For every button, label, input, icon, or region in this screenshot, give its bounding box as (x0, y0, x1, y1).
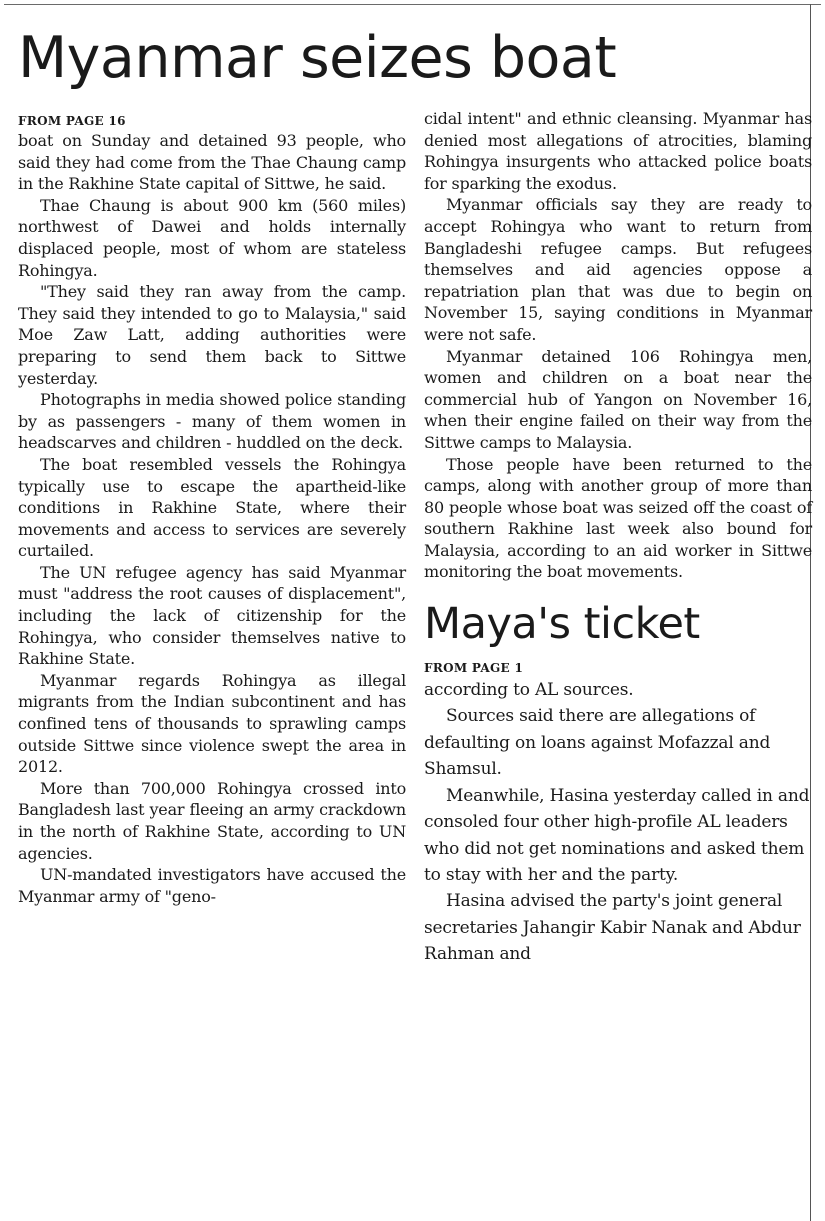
second-headline: Maya's ticket (424, 599, 700, 650)
paragraph: More than 700,000 Rohingya crossed into Bangladesh last year fleeing an army crackdown in the north of Rakhine State, according to UN agencies. (18, 778, 406, 863)
paragraph: Those people have been returned to the camps, along with another group of more than 80 people whose boat was seized off the coast of southern Rakhine last week also bound for Malaysia, according to an aid worker in Sittwe monitoring the boat movements. (424, 454, 812, 582)
paragraph: Myanmar officials say they are ready to accept Rohingya who want to return from Bangladeshi refugee camps. But refugees themselves and aid agencies oppose a repatriation plan that was due to begin on November 15, saying conditions in Myanmar were not safe. (424, 195, 812, 344)
paragraph: The UN refugee agency has said Myanmar must "address the root causes of displacement", including the lack of citizenship for the Rohingya, who consider themselves native to Rakhine State. (18, 562, 406, 669)
paragraph: Hasina advised the party's joint general secretaries Jahangir Kabir Nanak and Abdur Rahman and (424, 891, 801, 965)
paragraph: according to AL sources. (424, 680, 634, 701)
paragraph: "They said they ran away from the camp. They said they intended to go to Malaysia," said Moe Zaw Latt, adding authorities were preparing to send them back to Sittwe yesterday. (18, 282, 406, 388)
second-article-body (424, 677, 812, 967)
headline: Myanmar seizes boat (18, 25, 617, 91)
paragraph: Myanmar regards Rohingya as illegal migrants from the Indian subcontinent and has confined tens of thousands to sprawling camps outside Sittwe since violence swept the area in 2012. (18, 670, 406, 777)
paragraph: UN-mandated investigators have accused the Myanmar army of "geno- (18, 865, 406, 906)
paragraph: cidal intent" and ethnic cleansing. Myanmar has denied most allegations of atrocities, blaming Rohingya insurgents who attacked police boats for sparking the exodus. (424, 109, 812, 193)
second-kicker: FROM PAGE 1 (424, 661, 524, 676)
paragraph: Myanmar detained 106 Rohingya men, women and children on a boat near the commercial hub of Yangon on November 16, when their engine failed on their way from the Sittwe camps to Malaysia. (424, 346, 812, 452)
right-column (424, 108, 812, 968)
top-rule (4, 4, 821, 5)
paragraph: The boat resembled vessels the Rohingya typically use to escape the apartheid-like conditions in Rakhine State, where their movements and access to services are severely curtailed. (18, 454, 406, 561)
left-column (18, 108, 406, 907)
paragraph: Sources said there are allegations of defaulting on loans against Mofazzal and Shamsul. (424, 706, 771, 780)
paragraph: Photographs in media showed police standing by as passengers - many of them women in headscarves and children - huddled on the deck. (18, 390, 406, 453)
kicker: FROM PAGE 16 (18, 114, 126, 128)
paragraph: Thae Chaung is about 900 km (560 miles) northwest of Dawei and holds internally displaced people, most of whom are stateless Rohingya. (18, 195, 406, 280)
paragraph: Meanwhile, Hasina yesterday called in and consoled four other high-profile AL leaders who did not get nominations and asked them to stay with her and the party. (424, 785, 810, 885)
article-continuation (424, 108, 812, 583)
paragraph: boat on Sunday and detained 93 people, who said they had come from the Thae Chaung camp in the Rakhine State capital of Sittwe, he said. (18, 131, 406, 194)
